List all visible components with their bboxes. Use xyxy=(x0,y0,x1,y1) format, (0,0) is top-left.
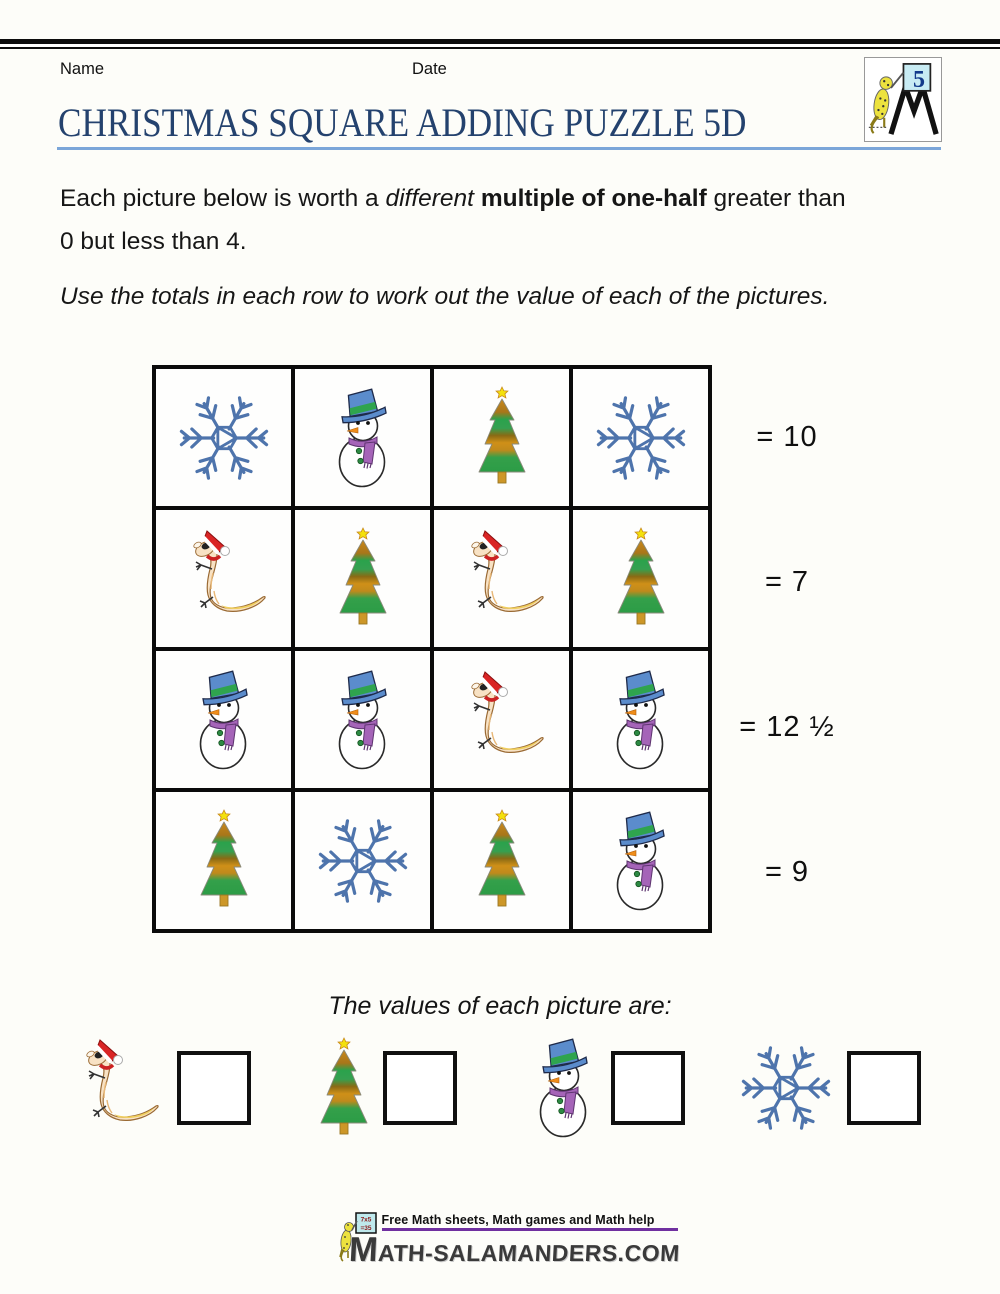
puzzle-cell xyxy=(293,508,432,649)
answer-box xyxy=(177,1051,251,1125)
puzzle-cell xyxy=(432,367,571,508)
puzzle-cell xyxy=(571,649,710,790)
answer-box xyxy=(383,1051,457,1125)
instr-text-bold: multiple of one-half xyxy=(480,185,707,212)
instr-text: Each picture below is worth a xyxy=(60,185,386,212)
footer-logo-block xyxy=(336,1213,679,1270)
answer-item xyxy=(734,1038,921,1138)
footer-board-line2: =35 xyxy=(360,1225,372,1232)
puzzle-cell xyxy=(293,649,432,790)
puzzle-cell xyxy=(432,649,571,790)
salamander-icon xyxy=(173,529,275,629)
instr-text-line2: 0 but less than 4. xyxy=(60,228,247,255)
snowman-icon xyxy=(603,669,679,771)
row-total: = 10 xyxy=(756,421,818,453)
puzzle-cell xyxy=(154,790,293,931)
tree-icon xyxy=(472,386,532,489)
title-underline xyxy=(57,147,941,150)
footer xyxy=(0,1213,1000,1270)
row-total: = 12 ½ xyxy=(739,711,835,743)
name-label: Name xyxy=(60,60,105,78)
puzzle-cell xyxy=(571,508,710,649)
puzzle-cell xyxy=(293,790,432,931)
answer-box xyxy=(611,1051,685,1125)
instr-text-italic: different xyxy=(385,185,474,212)
salamander-icon xyxy=(66,1038,168,1138)
date-label: Date xyxy=(412,60,447,78)
footer-board-line1: 7x5 xyxy=(360,1216,371,1224)
puzzle-cell xyxy=(432,508,571,649)
page-top-border xyxy=(0,39,1000,49)
puzzle-row xyxy=(154,790,710,931)
snowman-icon xyxy=(603,810,679,912)
puzzle-cell xyxy=(571,790,710,931)
snowman-icon xyxy=(186,669,262,771)
puzzle-cell xyxy=(154,649,293,790)
puzzle-row xyxy=(154,508,710,649)
salamander-easel-icon xyxy=(865,58,940,140)
tree-icon xyxy=(314,1037,374,1140)
puzzle-cell xyxy=(293,367,432,508)
answer-item xyxy=(314,1038,457,1138)
site-logo-badge xyxy=(864,57,942,142)
answers-heading: The values of each picture are: xyxy=(328,992,672,1020)
answer-item xyxy=(526,1038,685,1138)
snowflake-icon xyxy=(734,1042,838,1134)
snowflake-icon xyxy=(589,392,693,484)
puzzle-cell xyxy=(154,367,293,508)
badge-number: 5 xyxy=(913,67,925,93)
tree-icon xyxy=(611,527,671,630)
snowman-icon xyxy=(526,1037,602,1139)
snowman-icon xyxy=(325,669,401,771)
footer-tagline: Free Math sheets, Math games and Math help xyxy=(381,1213,655,1227)
row-total: = 9 xyxy=(764,856,810,888)
tree-icon xyxy=(194,809,254,912)
footer-wordmark: MATH-SALAMANDERS.COM xyxy=(347,1231,681,1269)
puzzle-cell xyxy=(154,508,293,649)
puzzle-cell xyxy=(432,790,571,931)
answer-item xyxy=(66,1038,251,1138)
row-total: = 7 xyxy=(764,566,810,598)
salamander-icon xyxy=(451,529,553,629)
snowflake-icon xyxy=(172,392,276,484)
snowman-icon xyxy=(325,387,401,489)
puzzle-row xyxy=(154,367,710,508)
answer-box xyxy=(847,1051,921,1125)
puzzle-row xyxy=(154,649,710,790)
puzzle-cell xyxy=(571,367,710,508)
tree-icon xyxy=(472,809,532,912)
instructions-paragraph: Each picture below is worth a different multiple of one-half greater than 0 but less than 4. xyxy=(60,185,846,255)
snowflake-icon xyxy=(311,815,415,907)
salamander-icon xyxy=(451,670,553,770)
puzzle-grid xyxy=(152,365,712,933)
tree-icon xyxy=(333,527,393,630)
row-totals-column xyxy=(707,365,867,945)
page-title: CHRISTMAS SQUARE ADDING PUZZLE 5D xyxy=(58,100,747,145)
hint-paragraph: Use the totals in each row to work out the value of each of the pictures. xyxy=(60,283,830,310)
